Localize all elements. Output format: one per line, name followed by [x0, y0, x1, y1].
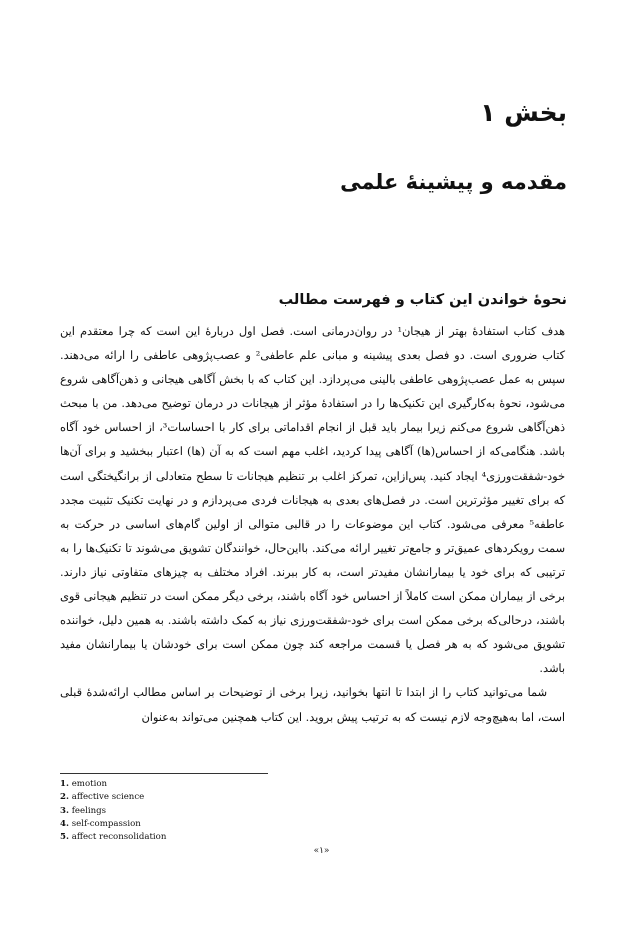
- footnotes: [60, 778, 166, 844]
- footnote-divider: [60, 773, 268, 774]
- footnote-item: 3. feelings: [60, 805, 107, 816]
- chapter-title: مقدمه و پیشینهٔ علمی: [340, 170, 567, 194]
- footnote-item: 2. affective science: [60, 792, 145, 803]
- section-heading: نحوهٔ خواندن این کتاب و فهرست مطالب: [278, 292, 567, 308]
- footnote-item: 5. affect reconsolidation: [60, 832, 167, 843]
- footnote-item: 4. self-compassion: [60, 818, 141, 829]
- footnote-item: 1. emotion: [60, 779, 108, 789]
- body-text: [60, 320, 565, 730]
- page-number: «۱»: [313, 846, 330, 856]
- chapter-number: بخش ۱: [480, 98, 567, 127]
- paragraph-1: هدف کتاب استفادهٔ بهتر از هیجان¹ در روان‌درمانی است. فصل اول دربارهٔ این است که چرا معتقدم این کتاب ضروری است. دو فصل بعدی پیشینه و مبانی علم عاطفی² و عصب‌پژوهی عاطفی را ارائه می‌دهند. سپس به عمل عصب‌پژوهی عاطفی بالینی می‌پردازد. این کتاب که با بخش آگاهی هیجانی و ذهن‌آگاهی شروع می‌شود، نحوهٔ به‌کارگیری این تکنیک‌ها را در استفادهٔ مؤثر از هیجانات در درمان توضیح می‌دهد. من با مبحث ذهن‌آگاهی شروع می‌کنم زیرا بیمار باید قبل از انجام اقداماتی برای کار با احساسات³، از احساس خود آگاه باشد. هنگامی‌که از احساس(ها) آگاهی پیدا کردید، اغلب مهم است که به آن (ها) اعتبار ببخشید و برای آن‌ها خود-شفقت‌ورزی⁴ ایجاد کنید. پس‌ازاین، تمرکز اغلب بر تنظیم هیجانات تا سطح متعادلی از برانگیختگی است که برای تغییر مؤثرترین است. در فصل‌های بعدی به هیجانات فردی می‌پردازم و در نهایت تکنیک تثبیت مجدد عاطفه⁵ معرفی می‌شود. کتاب این موضوعات را در قالبی متوالی از اولین گام‌های اساسی در حرکت به سمت رویکردهای عمیق‌تر و جامع‌تر تغییر ارائه می‌کند. بااین‌حال، خوانندگان تشویق می‌شوند تا تکنیک‌ها را به ترتیبی که برای خود یا بیمارانشان مفیدتر است، به کار ببرند. افراد مختلف به چیزهای متفاوتی نیاز دارند. برخی از بیماران ممکن است کاملاً از احساس خود آگاه باشند، برخی دیگر ممکن است در تنظیم هیجانی قوی باشند، درحالی‌که برخی ممکن است برای خود-شفقت‌ورزی نیاز به کمک داشته باشند. به همین دلیل، خواننده تشویق می‌شود که به هر فصل یا قسمت مراجعه کند چون ممکن است برای خودشان یا بیمارانشان مفید باشد.: [60, 325, 566, 676]
- paragraph-2: شما می‌توانید کتاب را از ابتدا تا انتها بخوانید، زیرا برخی از توضیحات بر اساس مطالب ارائه‌شدهٔ قبلی است، اما به‌هیچ‌وجه لازم نیست که به ترتیب پیش بروید. این کتاب همچنین می‌تواند به‌عنوان: [60, 686, 565, 724]
